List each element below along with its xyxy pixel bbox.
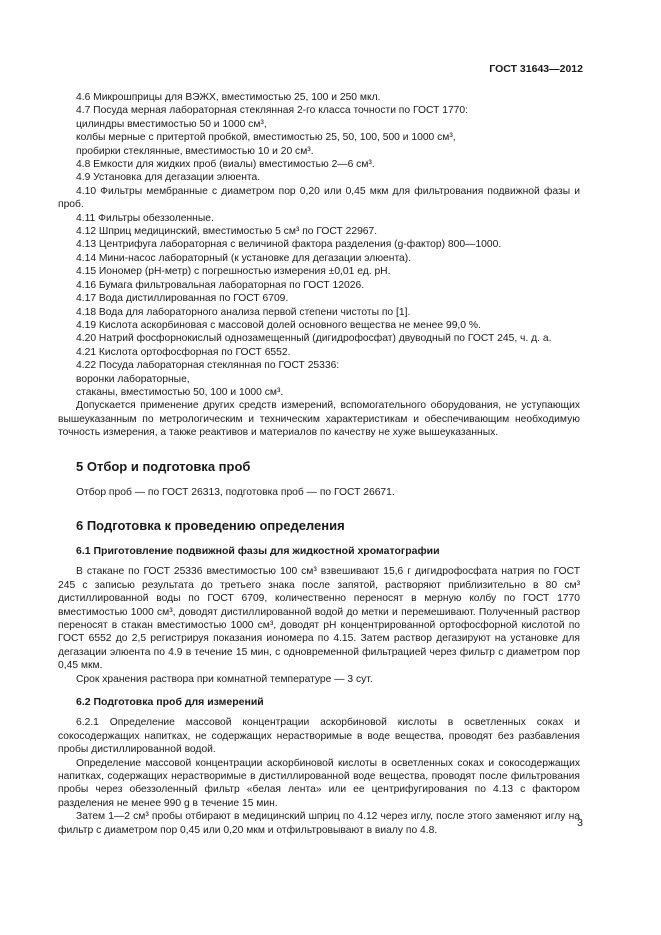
equipment-list xyxy=(58,91,580,440)
subsection-6-1-title: 6.1 Приготовление подвижной фазы для жидкостной хроматографии xyxy=(76,544,440,557)
list-item: 4.11 Фильтры обеззоленные. xyxy=(76,212,214,224)
subsection-6-1-paragraph: В стакане по ГОСТ 25336 вместимостью 100 см³ взвешивают 15,6 г дигидрофосфата натрия по ГОСТ 245 с записью результата до третьего знака после запятой, растворяют приблизительно в 80 см³ дистиллированной воды по ГОСТ 6709, количественно переносят в мерную колбу по ГОСТ 1770 вместимостью 1000 см³, доводят дистиллированной водой до метки и перемешивают. Полученный раствор переносят в стакан вместимостью 1000 см³, доводят pH концентрированной ортофосфорной кислотой по ГОСТ 6552 до 2,5 регистрируя показания иономера по 4.15. Затем раствор дегазируют на установке для дегазации элюента по 4.9 в течение 15 мин, с одновременной фильтрацией через фильтр с диаметром пор 0,45 мкм. xyxy=(58,566,580,672)
section-6-title: 6 Подготовка к проведению определения xyxy=(76,517,345,533)
page-number: 3 xyxy=(577,817,583,829)
list-note: Допускается применение других средств измерений, вспомогательного оборудования, не уступающих вышеуказанным по метрологическим и техническим характеристикам и обеспечивающим необходимую точность измерения, а также реактивов и материалов по качеству не хуже вышеуказанных. xyxy=(58,400,580,439)
list-item: 4.12 Шприц медицинский, вместимостью 5 см³ по ГОСТ 22967. xyxy=(76,226,378,238)
list-subitem: колбы мерные с притертой пробкой, вместимостью 25, 50, 100, 500 и 1000 см³, xyxy=(76,132,456,144)
list-item: 4.22 Посуда лабораторная стеклянная по ГОСТ 25336: xyxy=(76,360,340,372)
subsection-6-2-paragraph: Определение массовой концентрации аскорбиновой кислоты в осветленных соках и сокосодержащих напитках, содержащих нерастворимые в дистиллированной воде вещества, проводят после фильтрования пробы через обеззоленный фильтр «белая лента» или ее центрифугирования по 4.13 с фактором разделения не менее 990 g в течение 15 мин. xyxy=(58,757,580,809)
subsection-6-1-paragraph: Срок хранения раствора при комнатной температуре — 3 сут. xyxy=(76,673,373,685)
list-item: 4.20 Натрий фосфорнокислый однозамещенный (дигидрофосфат) двуводный по ГОСТ 245, ч. д. а. xyxy=(76,333,552,345)
list-item: 4.19 Кислота аскорбиновая с массовой долей основного вещества не менее 99,0 %. xyxy=(76,319,481,331)
list-item: 4.6 Микрошприцы для ВЭЖХ, вместимостью 25, 100 и 250 мкл. xyxy=(76,92,381,103)
section-5-text: Отбор проб — по ГОСТ 26313, подготовка проб — по ГОСТ 26671. xyxy=(76,486,395,498)
list-item: 4.21 Кислота ортофосфорная по ГОСТ 6552. xyxy=(76,346,291,358)
list-item: 4.8 Емкости для жидких проб (виалы) вместимостью 2—6 см³. xyxy=(76,159,375,171)
list-item: 4.10 Фильтры мембранные с диаметром пор 0,20 или 0,45 мкм для фильтрования подвижной фазы и проб. xyxy=(58,185,580,211)
list-subitem: цилиндры вместимостью 50 и 1000 см³, xyxy=(76,118,267,130)
list-item: 4.9 Установка для дегазации элюента. xyxy=(76,172,261,184)
list-item: 4.13 Центрифуга лабораторная с величиной фактора разделения (g-фактор) 800—1000. xyxy=(76,239,502,251)
page-content xyxy=(58,91,580,837)
list-item: 4.15 Иономер (pH-метр) с погрешностью измерения ±0,01 ед. pH. xyxy=(76,266,391,278)
section-5-title: 5 Отбор и подготовка проб xyxy=(76,458,251,474)
subsection-6-2-paragraph: 6.2.1 Определение массовой концентрации аскорбиновой кислоты в осветленных соках и сокосодержащих напитках, не содержащих нерастворимые в воде вещества, проводят без разбавления пробы дистиллированной водой. xyxy=(58,717,580,756)
standard-header: ГОСТ 31643—2012 xyxy=(489,63,583,75)
list-subitem: воронки лабораторные, xyxy=(76,373,190,385)
list-subitem: стаканы, вместимостью 50, 100 и 1000 см³. xyxy=(76,386,284,398)
list-item: 4.14 Мини-насос лабораторный (к установке для дегазации элюента). xyxy=(76,252,412,264)
subsection-6-2-paragraph: Затем 1—2 см³ пробы отбирают в медицинский шприц по 4.12 через иглу, после этого заменяют иглу на фильтр с диаметром пор 0,45 или 0,20 мкм и отфильтровывают в виалу по 4.8. xyxy=(58,811,580,836)
list-item: 4.7 Посуда мерная лабораторная стеклянная 2-го класса точности по ГОСТ 1770: xyxy=(76,105,468,117)
list-item: 4.18 Вода для лабораторного анализа первой степени чистоты по [1]. xyxy=(76,306,411,318)
list-item: 4.16 Бумага фильтровальная лабораторная по ГОСТ 12026. xyxy=(76,279,365,291)
subsection-6-2-title: 6.2 Подготовка проб для измерений xyxy=(76,696,264,709)
list-item: 4.17 Вода дистиллированная по ГОСТ 6709. xyxy=(76,293,289,305)
list-subitem: пробирки стеклянные, вместимостью 10 и 20 см³. xyxy=(76,145,314,157)
